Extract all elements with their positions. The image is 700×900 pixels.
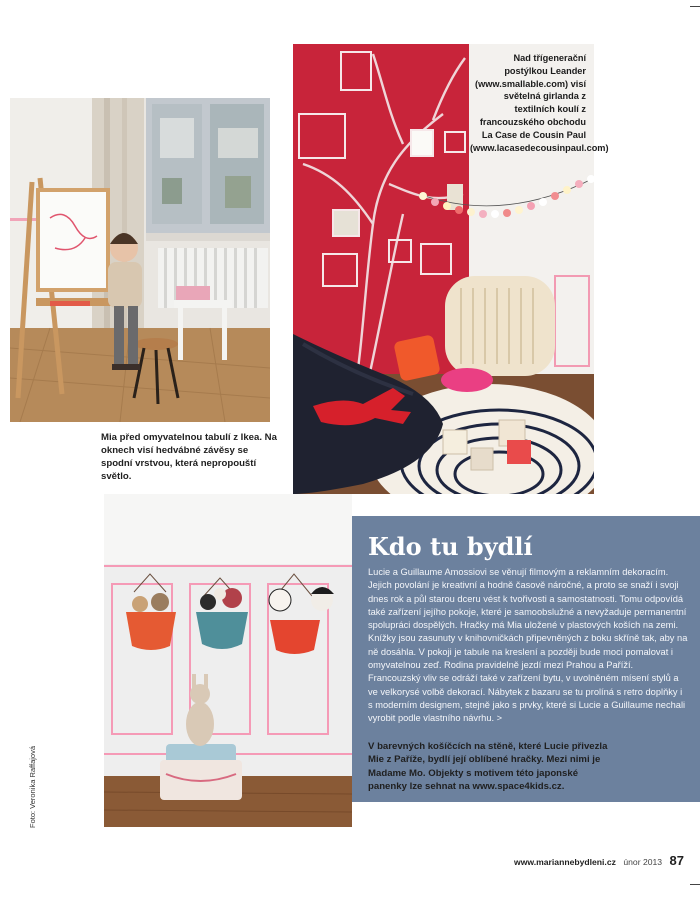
info-heading: Kdo tu bydlí [368, 532, 533, 561]
page-number: 87 [669, 853, 684, 868]
caption-baskets: V barevných košíčcích na stěně, které Lucie přivezla Mie z Paříže, bydlí její oblíbené hračky. Mezi nimi je Madame Mo. Objekty s motivem této japonské panenky lze sehnat na www.space4kids.cz. [368, 741, 608, 793]
photo-mia-easel [10, 98, 270, 422]
photo-hanging-baskets [104, 494, 352, 827]
photo-credit: Foto: Veronika Raffajová [28, 746, 37, 828]
crop-mark-top [690, 6, 700, 7]
page-footer [514, 852, 684, 870]
footer-date: únor 2013 [623, 857, 663, 867]
caption-crib: Nad třígenerační postýlkou Leander (www.smallable.com) visí světelná girlanda z textilních koulí z francouzského obchodu La Case de Cousin Paul (www.lacasedecousinpaul.com) [470, 53, 609, 153]
crop-mark-bottom [690, 884, 700, 885]
caption-mia: Mia před omyvatelnou tabulí z Ikea. Na oknech visí hedvábné závěsy se spodní vrstvou, která nepropouští světlo. [101, 432, 277, 482]
footer-url: www.mariannebydleni.cz [514, 857, 616, 867]
info-body-text: Lucie a Guillaume Amossiovi se věnují filmovým a reklamním dekoracím. Jejich povolání je kreativní a hodně časově náročné, a proto se snaží i svoji dnes rok a půl starou dceru vést k tvořivosti a samostatnosti. Tomu odpovídá také zařízení jejího pokoje, které je samoobslužné a nevyžaduje permanentní spolupráci dospělých. Hračky má Mia uložené v plastových koších na zemi. Knížky jsou zasunuty v knihovničkách připevněných z boku skříně tak, aby na ně dosáhla. V pokoji je tabule na kreslení a později bude moci pomalovat i omyvatelnou zeď. Rodina pravidelně jezdí mezi Prahou a Paříží. Francouzský vliv se odráží také v zařízení bytu, v uvolněném mísení stylů a ve velkorysé volbě dekorací. Nábytek z bazaru se tu prolíná s retro doplňky i s moderním designem, stejně jako s prvky, které si Lucie a Guillaume nechali vyrobit podle vlastního návrhu. > [368, 567, 688, 724]
